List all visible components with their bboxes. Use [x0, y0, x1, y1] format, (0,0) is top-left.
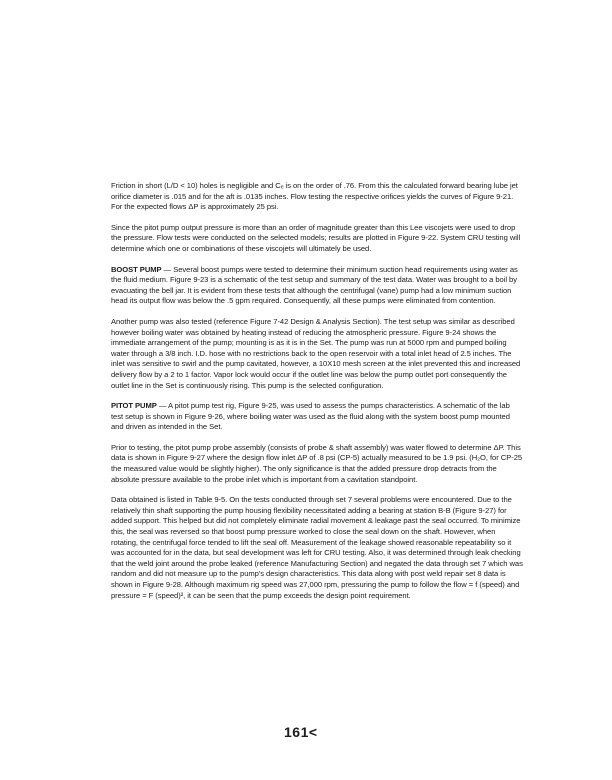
- document-body: [111, 181, 523, 611]
- paragraph-pitot-pump: [111, 401, 523, 433]
- paragraph-text: Data obtained is listed in Table 9-5. On the tests conducted through set 7 several problems were encountered. Due to the relatively thin shaft supporting the pump housing flexibility necessitated adding a bearing at station B-B (Figure 9-27) for added support. This helped but did not completely eliminate radial movement & leakage past the seal occurred. To minimize this, the seal was reversed so that boost pump pressure worked to close the seal down on the shaft. However, when rotating, the centrifugal force tended to lift the seal off. Measurement of the leakage showed reasonable repeatability so it was accounted for in the data, but seal development was left for CRU testing. Also, it was determined through leak checking that the weld joint around the probe leaked (reference Manufacturing Section) and negated the data through set 7 which was random and did not measure up to the pump's design characteristics. This data along with post weld repair set 8 data is shown in Figure 9-28. Although maximum rig speed was 27,000 rpm, pressuring the pump to follow the flow = f (speed) and pressure = F (speed)², it can be seen that the pump exceeds the design point requirement.: [111, 495, 523, 600]
- paragraph-another-pump: [111, 317, 523, 391]
- paragraph-text: — A pitot pump test rig, Figure 9-25, was used to assess the pumps characteristics. A schematic of the lab test setup is shown in Figure 9-26, where boiling water was used as the fluid along with the system boost pump mounted and driven as intended in the Set.: [111, 401, 510, 432]
- paragraph-text: Since the pitot pump output pressure is more than an order of magnitude greater than this Lee viscojets were used to drop the pressure. Flow tests were conducted on the selected models; results are plotted in Figure 9-22. System CRU testing will determine which one or combinations of these viscojets will ultimately be used.: [111, 222, 521, 253]
- paragraph-text: Friction in short (L/D < 10) holes is negligible and Cₑ is on the order of .76. From this the calculated forward bearing lube jet orifice diameter is .015 and for the aft is .0135 inches. Flow testing the respective orifices yields the curves of Figure 9-21. For the expected flows ΔP is approximately 25 psi.: [111, 181, 518, 212]
- paragraph-prior-testing: [111, 443, 523, 485]
- section-heading-pitot-pump: PITOT PUMP: [111, 401, 157, 411]
- paragraph-text: Another pump was also tested (reference Figure 7-42 Design & Analysis Section). The test setup was similar as described however boiling water was obtained by heating instead of reducing the atmospheric pressure. Figure 9-24 shows the immediate arrangement of the pump; mounting is as it is in the Set. The pump was run at 5000 rpm and pumped boiling water through a 3/8 inch. I.D. hose with no restrictions back to the open reservoir with a total inlet head of 2.5 inches. The inlet was sensitive to swirl and the pump cavitated, however, a 10X10 mesh screen at the inlet prevented this and increased delivery flow by a 2 to 1 factor. Vapor lock would occur if the outlet line was below the pump outlet port consequently the outlet line in the Set is continuously rising. This pump is the selected configuration.: [111, 316, 521, 390]
- section-heading-boost-pump: BOOST PUMP: [111, 264, 162, 274]
- paragraph-pitot-pressure: [111, 223, 523, 255]
- paragraph-boost-pump: [111, 265, 523, 307]
- paragraph-text: — Several boost pumps were tested to determine their minimum suction head requirements using water as the fluid medium. Figure 9-23 is a schematic of the test setup and summary of the test data. Water was brought to a boil by evacuating the bell jar. It is evident from these tests that although the centrifugal (vane) pump had a low minimum suction head its output flow was below the .5 gpm required. Consequently, all these pumps were eliminated from contention.: [111, 264, 518, 306]
- paragraph-text: Prior to testing, the pitot pump probe assembly (consists of probe & shaft assembly) was water flowed to determine ΔP. This data is shown in Figure 9-27 where the design flow inlet ΔP of .8 psi (CP-5) actually measured to be 1.9 psi. (H₂O, for CP-25 the measured value would be slightly higher). The only significance is that the added pressure drop detracts from the absolute pressure available to the probe inlet which is important from a cavitation standpoint.: [111, 442, 523, 484]
- page-number: 161<: [284, 724, 318, 740]
- paragraph-data-obtained: [111, 495, 523, 601]
- paragraph-friction: [111, 181, 523, 213]
